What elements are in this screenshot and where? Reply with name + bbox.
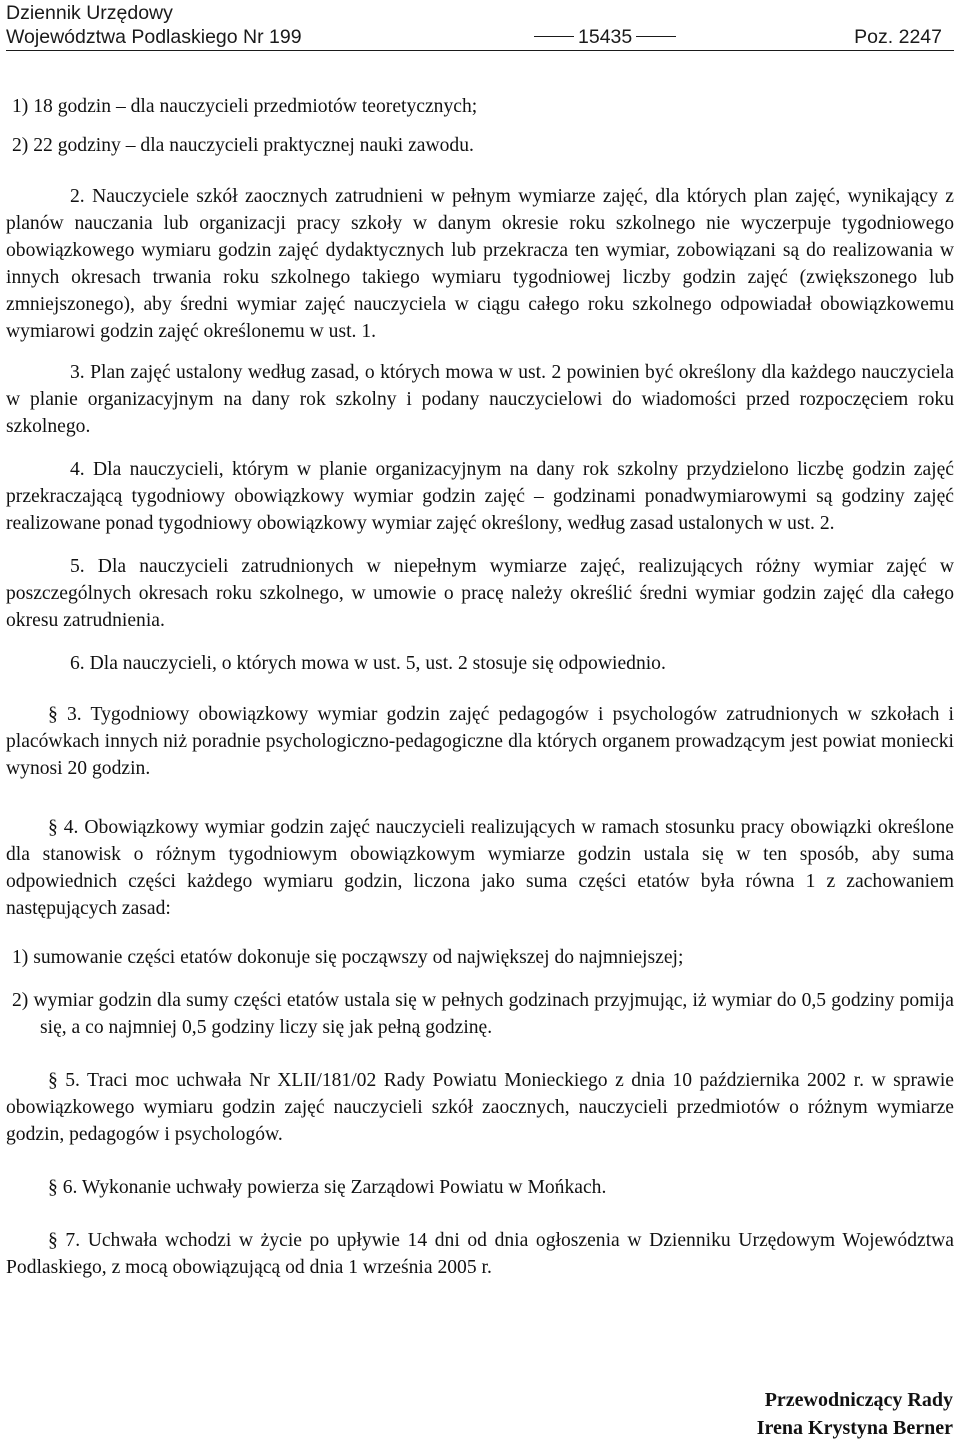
journal-subtitle: Województwa Podlaskiego Nr 199	[6, 26, 302, 48]
header-divider	[6, 50, 954, 51]
paragraph-4: 4. Dla nauczycieli, którym w planie organizacyjnym na dany rok szkolny przydzielono liczbę godzin zajęć przekraczającą tygodniowy obowiązkowy wymiar godzin zajęć – godzinami ponadwymiarowymi są godziny zajęć realizowane ponad tygodniowy obowiązkowy wymiar zajęć określony, według zasad ustalonych w ust. 2.	[6, 459, 954, 534]
page-number-dash-right	[636, 36, 676, 37]
section-7: § 7. Uchwała wchodzi w życie po upływie 14 dni od dnia ogłoszenia w Dzienniku Urzędowym Województwa Podlaskiego, z mocą obowiązującą od dnia 1 września 2005 r.	[6, 1230, 954, 1278]
list-a-item-2: 2) 22 godziny – dla nauczycieli praktycznej nauki zawodu.	[12, 135, 474, 156]
page-number-block	[530, 25, 680, 49]
section-3: § 3. Tygodniowy obowiązkowy wymiar godzin zajęć pedagogów i psychologów zatrudnionych w szkołach i placówkach innych niż poradnie psychologiczno-pedagogiczne dla których organem prowadzącym jest powiat moniecki wynosi 20 godzin.	[6, 704, 954, 779]
signature-title: Przewodniczący Rady	[764, 1389, 953, 1411]
list-b-item-1: 1) sumowanie części etatów dokonuje się począwszy od największej do najmniejszej;	[12, 947, 684, 968]
list-a-item-1: 1) 18 godzin – dla nauczycieli przedmiotów teoretycznych;	[12, 96, 478, 117]
position-number: Poz. 2247	[854, 26, 942, 48]
header-line	[6, 25, 954, 49]
paragraph-6: 6. Dla nauczycieli, o których mowa w ust. 5, ust. 2 stosuje się odpowiednio.	[70, 653, 666, 674]
paragraph-3: 3. Plan zajęć ustalony według zasad, o których mowa w ust. 2 powinien być określony dla każdego nauczyciela w planie organizacyjnym na dany rok szkolny i podany nauczycielowi do wiadomości przed rozpoczęciem roku szkolnego.	[6, 362, 954, 437]
paragraph-2: 2. Nauczyciele szkół zaocznych zatrudnieni w pełnym wymiarze zajęć, dla których plan zajęć, wynikający z planów nauczania lub organizacji pracy szkoły w danym okresie roku szkolnego nie wyczerpuje tygodniowego obowiązkowego wymiaru godzin zajęć dydaktycznych lub przekracza ten wymiar, zobowiązani są do realizowania w innych okresach trwania roku szkolnego takiego wymiaru tygodniowej liczby godzin zajęć (zwiększonego lub zmniejszonego), aby średni wymiar zajęć nauczyciela w ciągu całego roku szkolnego odpowiadał obowiązkowemu wymiarowi godzin zajęć określonemu w ust. 1.	[6, 186, 954, 342]
page-number-dash-left	[534, 36, 574, 37]
list-b-item-2: 2) wymiar godzin dla sumy części etatów ustala się w pełnych godzinach przyjmując, iż wymiar do 0,5 godziny pomija się, a co najmniej 0,5 godziny liczy się jak pełną godzinę.	[12, 990, 954, 1038]
page-number: 15435	[578, 26, 633, 48]
section-4: § 4. Obowiązkowy wymiar godzin zajęć nauczycieli realizujących w ramach stosunku pracy obowiązki określone dla stanowisk o różnym tygodniowym obowiązkowym wymiarze godzin ustala się w ten sposób, aby suma odpowiednich części każdego wymiaru godzin, liczona jako suma części etatów była równa 1 z zachowaniem następujących zasad:	[6, 817, 954, 919]
page-header	[6, 0, 954, 52]
signature-name: Irena Krystyna Berner	[756, 1417, 953, 1439]
signature-block	[757, 1386, 953, 1442]
document-body	[6, 93, 954, 1281]
paragraph-5: 5. Dla nauczycieli zatrudnionych w niepełnym wymiarze zajęć, realizujących różny wymiar zajęć w poszczególnych okresach roku szkolnego, w umowie o pracę należy określić średni wymiar godzin zajęć dla całego okresu zatrudnienia.	[6, 556, 954, 631]
section-5: § 5. Traci moc uchwała Nr XLII/181/02 Rady Powiatu Monieckiego z dnia 10 października 2002 r. w sprawie obowiązkowego wymiaru godzin zajęć nauczycieli szkół zaocznych, nauczycieli przedmiotów o różnym wymiarze godzin, pedagogów i psychologów.	[6, 1070, 954, 1145]
journal-title: Dziennik Urzędowy	[6, 2, 173, 24]
section-6: § 6. Wykonanie uchwały powierza się Zarządowi Powiatu w Mońkach.	[48, 1177, 607, 1198]
